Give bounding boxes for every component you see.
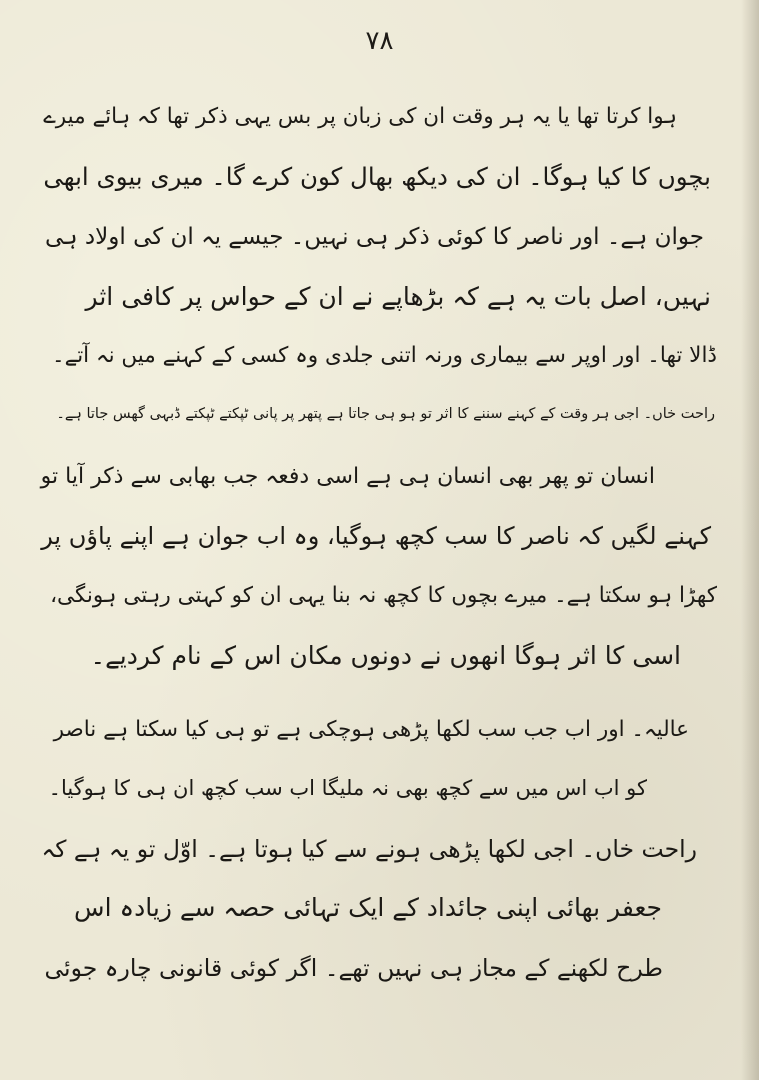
text-line-6: راحت خاں۔ اجی ہر وقت کے کہنے سننے کا اثر تو ہو ہی جاتا ہے پتھر پر پانی ٹپکتے ٹپکتے ڈبہی گھس جاتا ہے۔ [56,406,715,422]
text-line-1: ہوا کرتا تھا یا یہ ہر وقت ان کی زبان پر بس یہی ذکر تھا کہ ہائے میرے [43,104,677,129]
text-line-8: کہنے لگیں کہ ناصر کا سب کچھ ہوگیا، وہ اب جوان ہے اپنے پاؤں پر [41,522,711,550]
page-edge-shadow [741,0,759,1080]
text-line-14: جعفر بھائی اپنی جائداد کے ایک تہائی حصہ سے زیادہ اس [74,893,662,922]
page-number: ۷۸ [365,26,394,56]
text-line-10: اسی کا اثر ہوگا انھوں نے دونوں مکان اس کے نام کردیے۔ [90,641,681,670]
text-line-2: بچوں کا کیا ہوگا۔ ان کی دیکھ بھال کون کرے گا۔ میری بیوی ابھی [43,162,711,191]
text-line-5: ڈالا تھا۔ اور اوپر سے بیماری ورنہ اتنی جلدی وہ کسی کے کہنے میں نہ آتے۔ [52,343,717,368]
text-line-7: انسان تو پھر بھی انسان ہی ہے اسی دفعہ جب بھابی سے ذکر آیا تو [40,464,655,489]
text-line-15: طرح لکھنے کے مجاز ہی نہیں تھے۔ اگر کوئی قانونی چارہ جوئی [44,954,663,982]
text-line-4: نہیں، اصل بات یہ ہے کہ بڑھاپے نے ان کے حواس پر کافی اثر [85,282,711,311]
text-line-9: کھڑا ہو سکتا ہے۔ میرے بچوں کا کچھ نہ بنا یہی ان کو کہتی رہتی ہونگی، [50,583,717,608]
text-line-12: کو اب اس میں سے کچھ بھی نہ ملیگا اب سب کچھ ان ہی کا ہوگیا۔ [48,776,647,800]
text-line-11: عالیہ۔ اور اب جب سب لکھا پڑھی ہوچکی ہے تو ہی کیا سکتا ہے ناصر [53,717,689,742]
text-line-3: جوان ہے۔ اور ناصر کا کوئی ذکر ہی نہیں۔ جیسے یہ ان کی اولاد ہی [44,224,704,250]
text-line-13: راحت خاں۔ اجی لکھا پڑھی ہونے سے کیا ہوتا ہے۔ اوّل تو یہ ہے کہ [41,835,697,863]
